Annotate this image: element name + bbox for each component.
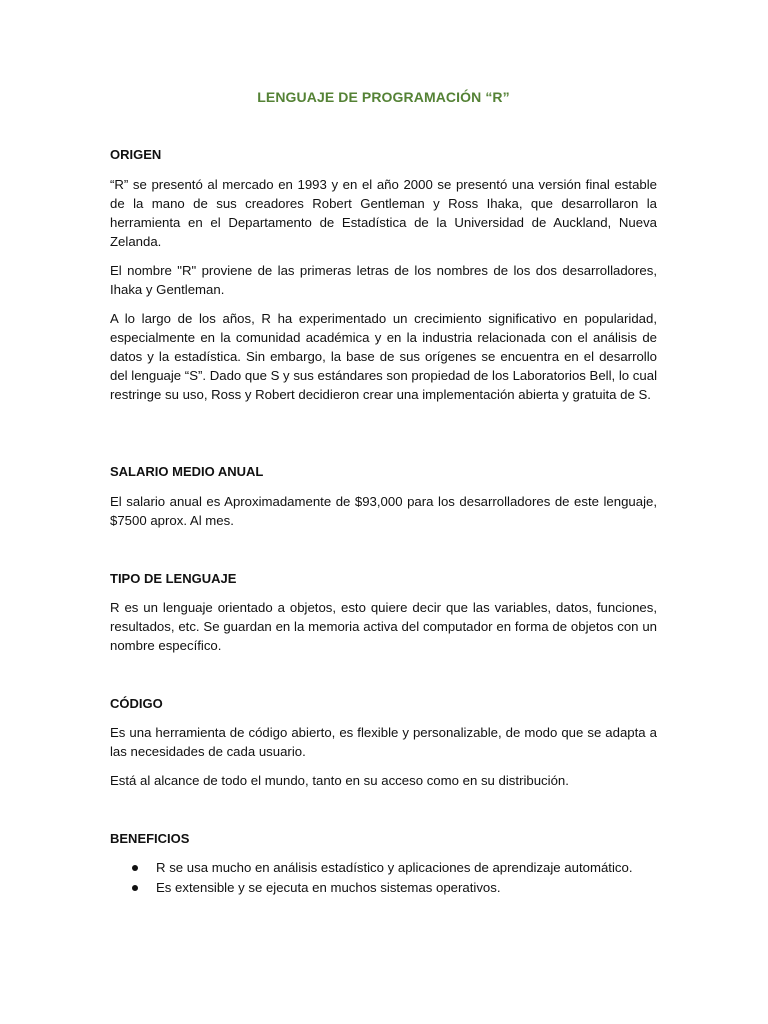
document-title: LENGUAJE DE PROGRAMACIÓN “R” bbox=[257, 89, 510, 105]
list-item bbox=[110, 858, 657, 878]
bullet-icon bbox=[132, 885, 138, 891]
section-heading-beneficios: BENEFICIOS bbox=[110, 831, 190, 846]
beneficios-list bbox=[110, 858, 657, 898]
origen-paragraph-2: El nombre "R" proviene de las primeras letras de los nombres de los dos desarrolladores, Ihaka y Gentleman. bbox=[110, 263, 657, 297]
list-item-text: Es extensible y se ejecuta en muchos sistemas operativos. bbox=[156, 880, 501, 895]
codigo-paragraph-2: Está al alcance de todo el mundo, tanto en su acceso como en su distribución. bbox=[110, 773, 569, 788]
list-item bbox=[110, 878, 657, 898]
list-item-text: R se usa mucho en análisis estadístico y aplicaciones de aprendizaje automático. bbox=[156, 860, 633, 875]
section-heading-tipo: TIPO DE LENGUAJE bbox=[110, 571, 237, 586]
section-heading-codigo: CÓDIGO bbox=[110, 696, 163, 711]
salario-paragraph-1: El salario anual es Aproximadamente de $93,000 para los desarrolladores de este lenguaje, $7500 aprox. Al mes. bbox=[110, 494, 657, 528]
document-page bbox=[110, 0, 657, 1024]
origen-paragraph-3: A lo largo de los años, R ha experimentado un crecimiento significativo en popularidad, especialmente en la comunidad académica y en la industria relacionada con el análisis de datos y la estadística. Sin embargo, la base de sus orígenes se encuentra en el desarrollo del lenguaje “S”. Dado que S y sus estándares son propiedad de los Laboratorios Bell, lo cual restringe su uso, Ross y Robert decidieron crear una implementación abierta y gratuita de S. bbox=[110, 311, 657, 402]
section-heading-origen: ORIGEN bbox=[110, 147, 162, 162]
bullet-icon bbox=[132, 865, 138, 871]
origen-paragraph-1: “R” se presentó al mercado en 1993 y en el año 2000 se presentó una versión final estable de la mano de sus creadores Robert Gentleman y Ross Ihaka, que desarrollaron la herramienta en el Departamento de Estadística de la Universidad de Auckland, Nueva Zelanda. bbox=[110, 177, 657, 249]
codigo-paragraph-1: Es una herramienta de código abierto, es flexible y personalizable, de modo que se adapta a las necesidades de cada usuario. bbox=[110, 725, 657, 759]
section-heading-salario: SALARIO MEDIO ANUAL bbox=[110, 464, 264, 479]
tipo-paragraph-1: R es un lenguaje orientado a objetos, esto quiere decir que las variables, datos, funciones, resultados, etc. Se guardan en la memoria activa del computador en forma de objetos con un nombre específico. bbox=[110, 600, 657, 653]
